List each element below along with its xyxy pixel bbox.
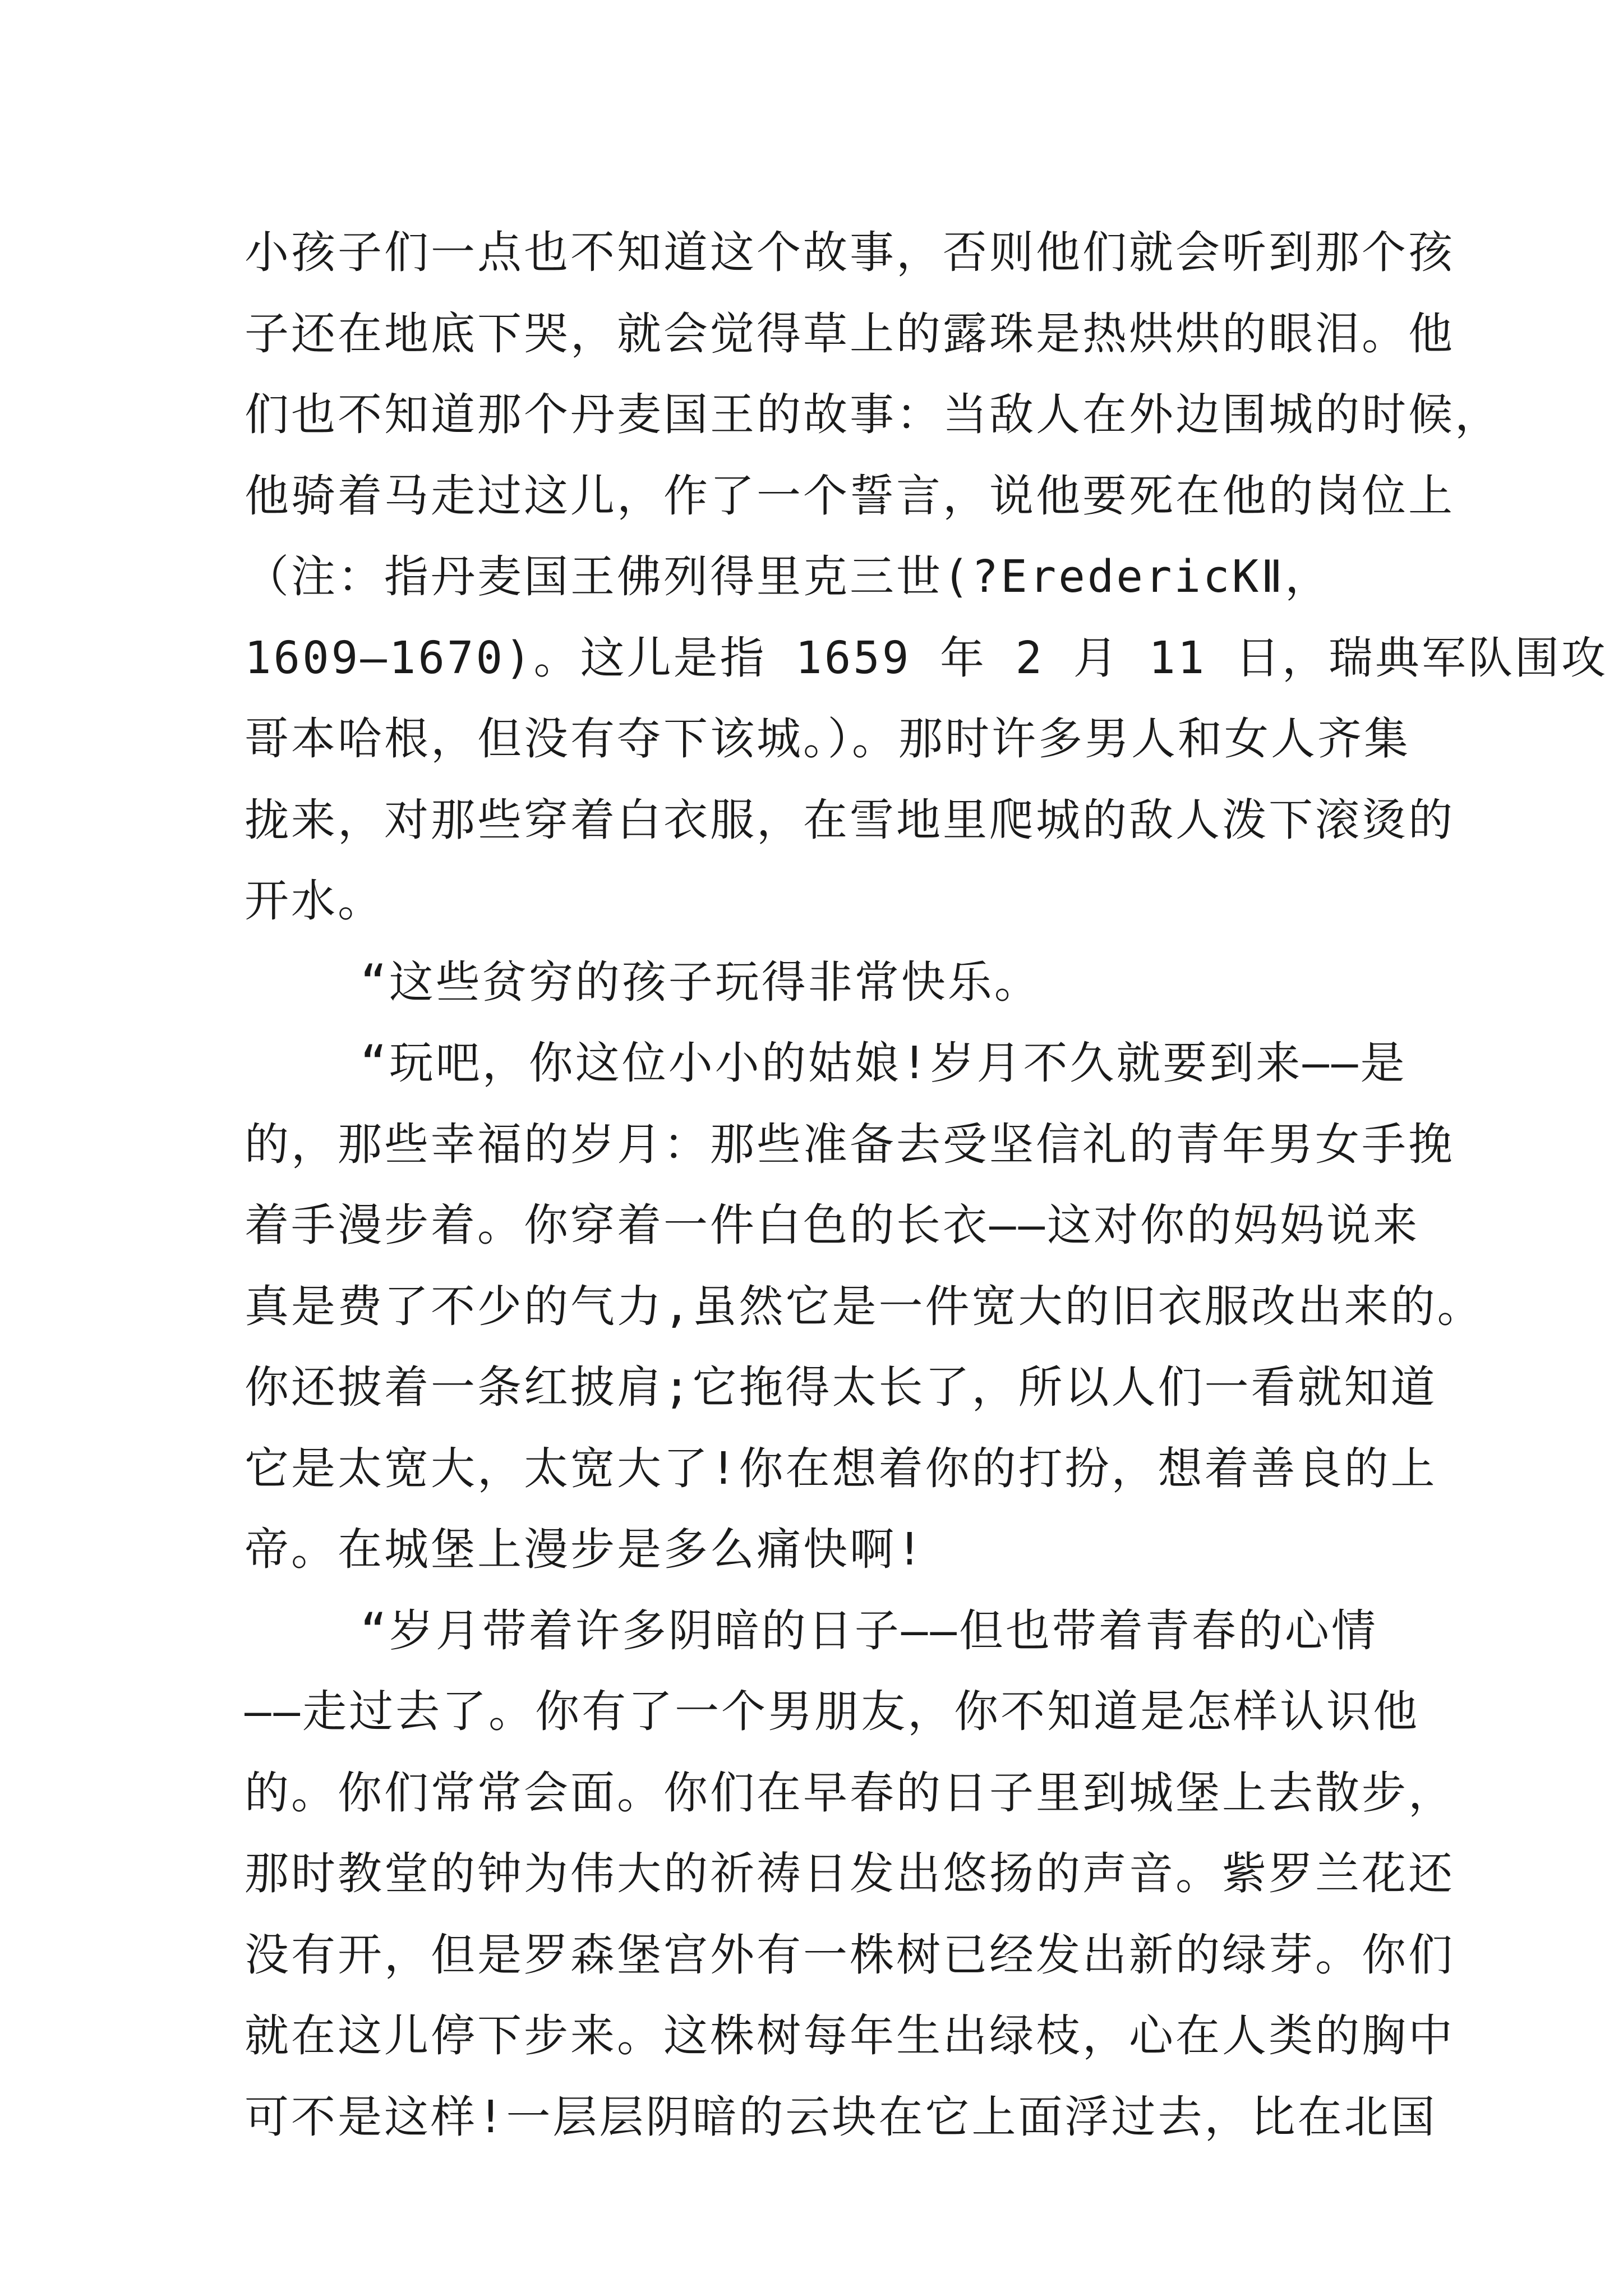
text-line: 没有开，但是罗森堡宫外有一株树已经发出新的绿芽。你们: [245, 1929, 1455, 1981]
text-line: 着手漫步着。你穿着一件白色的长衣——这对你的妈妈说来: [245, 1199, 1420, 1251]
text-line: 们也不知道那个丹麦国王的故事：当敌人在外边围城的时候，: [245, 389, 1501, 440]
text-line: 真是费了不少的气力,虽然它是一件宽大的旧衣服改出来的。: [245, 1280, 1484, 1332]
text-line: 你还披着一条红披肩;它拖得太长了，所以人们一看就知道: [245, 1361, 1437, 1413]
text-line: 那时教堂的钟为伟大的祈祷日发出悠扬的声音。紫罗兰花还: [245, 1848, 1455, 1899]
text-line: 哥本哈根，但没有夺下该城。）。那时许多男人和女人齐集: [245, 713, 1410, 765]
text-line: 的，那些幸福的岁月：那些准备去受坚信礼的青年男女手挽: [245, 1118, 1455, 1170]
text-line: ——走过去了。你有了一个男朋友，你不知道是怎样认识他: [245, 1686, 1420, 1737]
text-line: 帝。在城堡上漫步是多么痛快啊!: [245, 1524, 925, 1575]
text-line: 小孩子们一点也不知道这个故事，否则他们就会听到那个孩: [245, 227, 1455, 278]
text-line: 的。你们常常会面。你们在早春的日子里到城堡上去散步，: [245, 1766, 1455, 1819]
body-text: [245, 212, 1608, 2157]
text-line: 可不是这样!一层层阴暗的云块在它上面浮过去，比在北国: [245, 2091, 1437, 2143]
text-line: 他骑着马走过这儿，作了一个誓言，说他要死在他的岗位上: [245, 470, 1455, 522]
text-line: “玩吧，你这位小小的姑娘!岁月不久就要到来——是: [245, 1037, 1407, 1089]
text-line: 拢来，对那些穿着白衣服，在雪地里爬城的敌人泼下滚烫的: [245, 794, 1455, 846]
text-line: 就在这儿停下步来。这株树每年生出绿枝，心在人类的胸中: [245, 2010, 1455, 2062]
text-line: “这些贫穷的孩子玩得非常快乐。: [245, 956, 1041, 1008]
text-line: “岁月带着许多阴暗的日子——但也带着青春的心情: [245, 1604, 1378, 1657]
text-line: 1609—1670)。这儿是指 1659 年 2 月 11 日，瑞典军队围攻: [245, 632, 1608, 684]
text-line: 开水。: [245, 875, 384, 927]
text-line: 它是太宽大，太宽大了!你在想着你的打扮，想着善良的上: [245, 1442, 1437, 1494]
text-line: 子还在地底下哭，就会觉得草上的露珠是热烘烘的眼泪。他: [245, 307, 1455, 360]
text-line: （注：指丹麦国王佛列得里克三世(?EredericKⅡ，: [245, 551, 1332, 602]
